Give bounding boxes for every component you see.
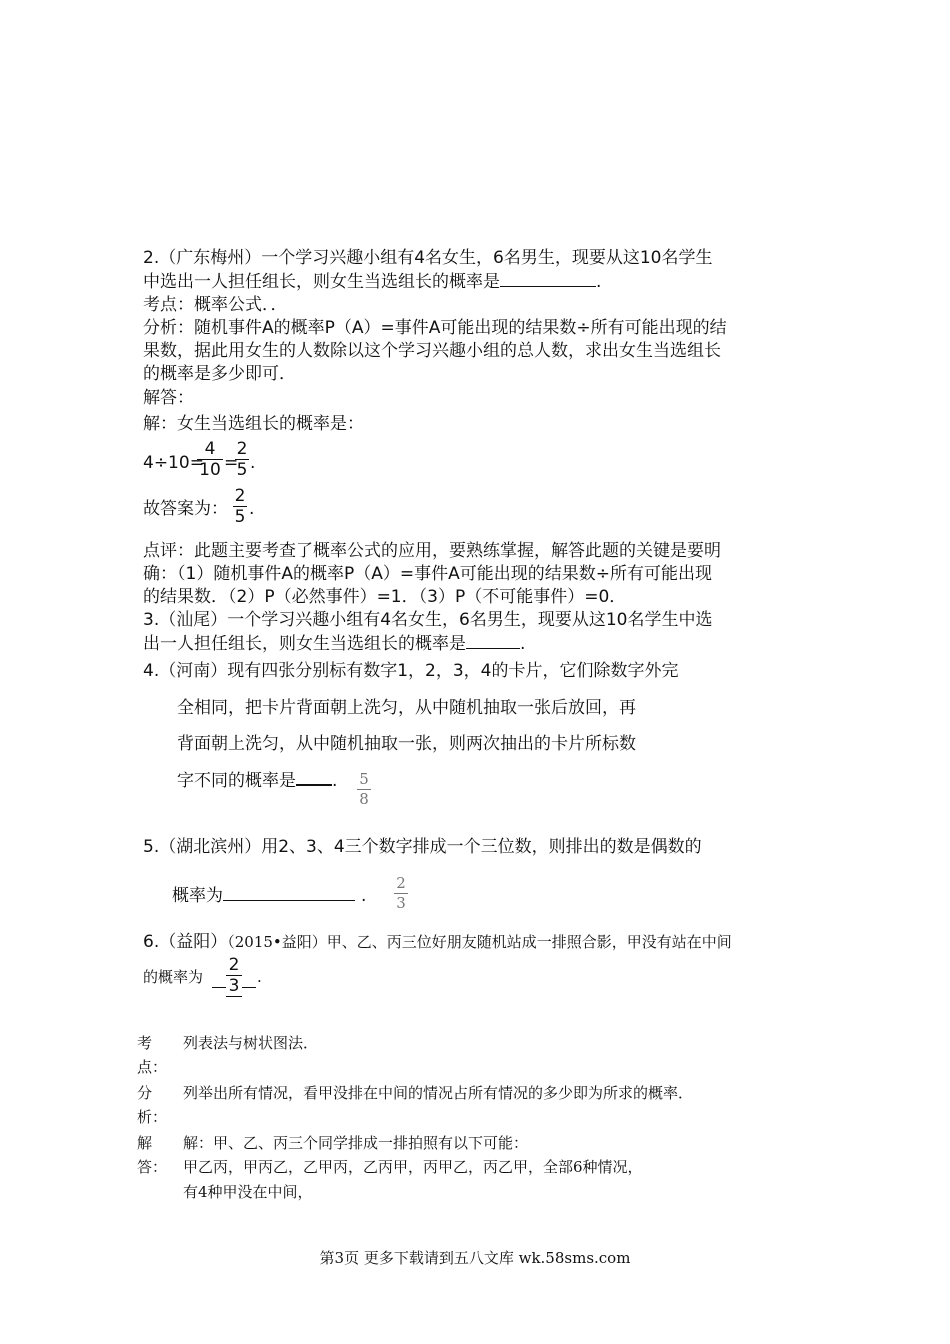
q2-line1: 2.（广东梅州）一个学习兴趣小组有4名女生，6名男生，现要从这10名学生 bbox=[143, 248, 713, 268]
q2-answer-num: 2 bbox=[234, 486, 246, 506]
q4-answer-num: 5 bbox=[359, 770, 369, 788]
q5-answer-num: 2 bbox=[396, 874, 406, 892]
q2-line2-text: 中选出一人担任组长，则女生当选组长的概率是 bbox=[143, 272, 500, 292]
q6-answer-den: 3 bbox=[228, 976, 240, 996]
q6-fenxi-text: 列举出所有情况，看甲没排在中间的情况占所有情况的多少即为所求的概率． bbox=[183, 1084, 694, 1102]
q2-calc-fraction-2 bbox=[235, 439, 249, 480]
q2-fenxi-2: 果数，据此用女生的人数除以这个学习兴趣小组的总人数，求出女生当选组长 bbox=[143, 341, 721, 361]
q2-answer-fraction bbox=[233, 486, 247, 527]
q4-line3: 背面朝上洗匀，从中随机抽取一张，则两次抽出的卡片所标数 bbox=[177, 734, 636, 754]
q2-dianping-2: 确：（1）随机事件A的概率P（A）=事件A可能出现的结果数÷所有可能出现 bbox=[143, 564, 712, 584]
q2-fenxi-3: 的概率是多少即可． bbox=[143, 364, 296, 384]
q2-calc-prefix: 4÷10= bbox=[143, 453, 204, 473]
q2-fenxi-1: 分析：随机事件A的概率P（A）=事件A可能出现的结果数÷所有可能出现的结 bbox=[143, 318, 727, 338]
q6-answer-num: 2 bbox=[228, 955, 240, 975]
q6-jieda-label-1: 解 bbox=[137, 1134, 153, 1152]
q6-fenxi-label-2: 析： bbox=[137, 1108, 168, 1126]
q2-line2-end: . bbox=[596, 272, 602, 292]
q6-jieda-text-3: 有4种甲没在中间， bbox=[183, 1183, 313, 1201]
q4-answer-blank bbox=[296, 768, 332, 786]
q6-jieda-text-2: 甲乙丙，甲丙乙，乙甲丙，乙丙甲，丙甲乙，丙乙甲，全部6种情况， bbox=[183, 1158, 643, 1176]
q2-jieda-label: 解答： bbox=[143, 388, 194, 408]
q6-line1 bbox=[143, 931, 732, 953]
q2-answer-blank bbox=[500, 270, 596, 287]
q4-line4 bbox=[177, 768, 337, 792]
q2-line2 bbox=[143, 270, 601, 293]
q3-line2 bbox=[143, 632, 525, 655]
q2-answer-end: . bbox=[249, 499, 255, 519]
q5-answer-fraction bbox=[394, 874, 408, 913]
q6-line1-b: （2015•益阳）甲、乙、丙三位好朋友随机站成一排照合影，甲没有站在中间 bbox=[227, 933, 732, 951]
q6-answer-fraction bbox=[226, 955, 242, 997]
q3-answer-blank bbox=[466, 632, 520, 649]
q2-calc-fraction-1-den: 10 bbox=[199, 460, 221, 480]
page-footer: 第3页 更多下载请到五八文库 wk.58sms.com bbox=[319, 1249, 631, 1267]
q5-line2 bbox=[172, 884, 366, 907]
q5-answer-blank bbox=[223, 884, 355, 901]
q2-calc-end: . bbox=[250, 453, 256, 473]
q6-line1-a: 6.（益阳） bbox=[143, 932, 228, 952]
q2-jie: 解：女生当选组长的概率是： bbox=[143, 414, 364, 434]
q5-line1: 5.（湖北滨州）用2、3、4三个数字排成一个三位数，则排出的数是偶数的 bbox=[143, 837, 702, 857]
q6-kaodian-label-1: 考 bbox=[137, 1034, 153, 1052]
q6-kaodian-text: 列表法与树状图法． bbox=[183, 1034, 319, 1052]
q4-line4-text: 字不同的概率是 bbox=[177, 771, 296, 791]
q2-calc-fraction-1 bbox=[197, 439, 223, 480]
q3-line2-text: 出一人担任组长，则女生当选组长的概率是 bbox=[143, 634, 466, 654]
q5-line2-end: . bbox=[361, 886, 367, 906]
q5-answer-den: 3 bbox=[396, 894, 406, 912]
q2-calc-fraction-2-den: 5 bbox=[236, 460, 248, 480]
q6-fenxi-label-1: 分 bbox=[137, 1084, 153, 1102]
q6-kaodian-label-2: 点： bbox=[137, 1058, 168, 1076]
q2-kaodian: 考点：概率公式．． bbox=[143, 295, 288, 315]
q6-jieda-label-2: 答： bbox=[137, 1158, 168, 1176]
q3-line1: 3.（汕尾）一个学习兴趣小组有4名女生，6名男生，现要从这10名学生中选 bbox=[143, 610, 713, 630]
q6-line2-prefix: 的概率为 bbox=[143, 968, 204, 986]
q4-answer-den: 8 bbox=[359, 790, 369, 808]
q2-answer-prefix: 故答案为： bbox=[143, 499, 228, 519]
q2-calc-fraction-1-num: 4 bbox=[204, 439, 216, 459]
q4-line1: 4.（河南）现有四张分别标有数字1，2，3，4的卡片，它们除数字外完 bbox=[143, 661, 679, 681]
q4-line4-end: . bbox=[332, 771, 338, 791]
q6-blank-right bbox=[242, 971, 256, 988]
q6-line2-end: . bbox=[257, 968, 262, 986]
q2-answer-den: 5 bbox=[234, 507, 246, 527]
q2-calc-eq: = bbox=[224, 453, 239, 473]
q4-line2: 全相同，把卡片背面朝上洗匀，从中随机抽取一张后放回，再 bbox=[177, 698, 636, 718]
q2-dianping-3: 的结果数．（2）P（必然事件）=1．（3）P（不可能事件）=0． bbox=[143, 587, 627, 607]
q5-line2-text: 概率为 bbox=[172, 886, 223, 906]
q4-answer-fraction bbox=[357, 770, 371, 809]
q2-dianping-1: 点评：此题主要考查了概率公式的应用，要熟练掌握，解答此题的关键是要明 bbox=[143, 541, 721, 561]
q6-jieda-text-1: 解：甲、乙、丙三个同学排成一排拍照有以下可能： bbox=[183, 1134, 529, 1152]
q6-blank-left bbox=[212, 971, 226, 988]
q3-line2-end: . bbox=[520, 634, 526, 654]
q2-calc-fraction-2-num: 2 bbox=[236, 439, 248, 459]
